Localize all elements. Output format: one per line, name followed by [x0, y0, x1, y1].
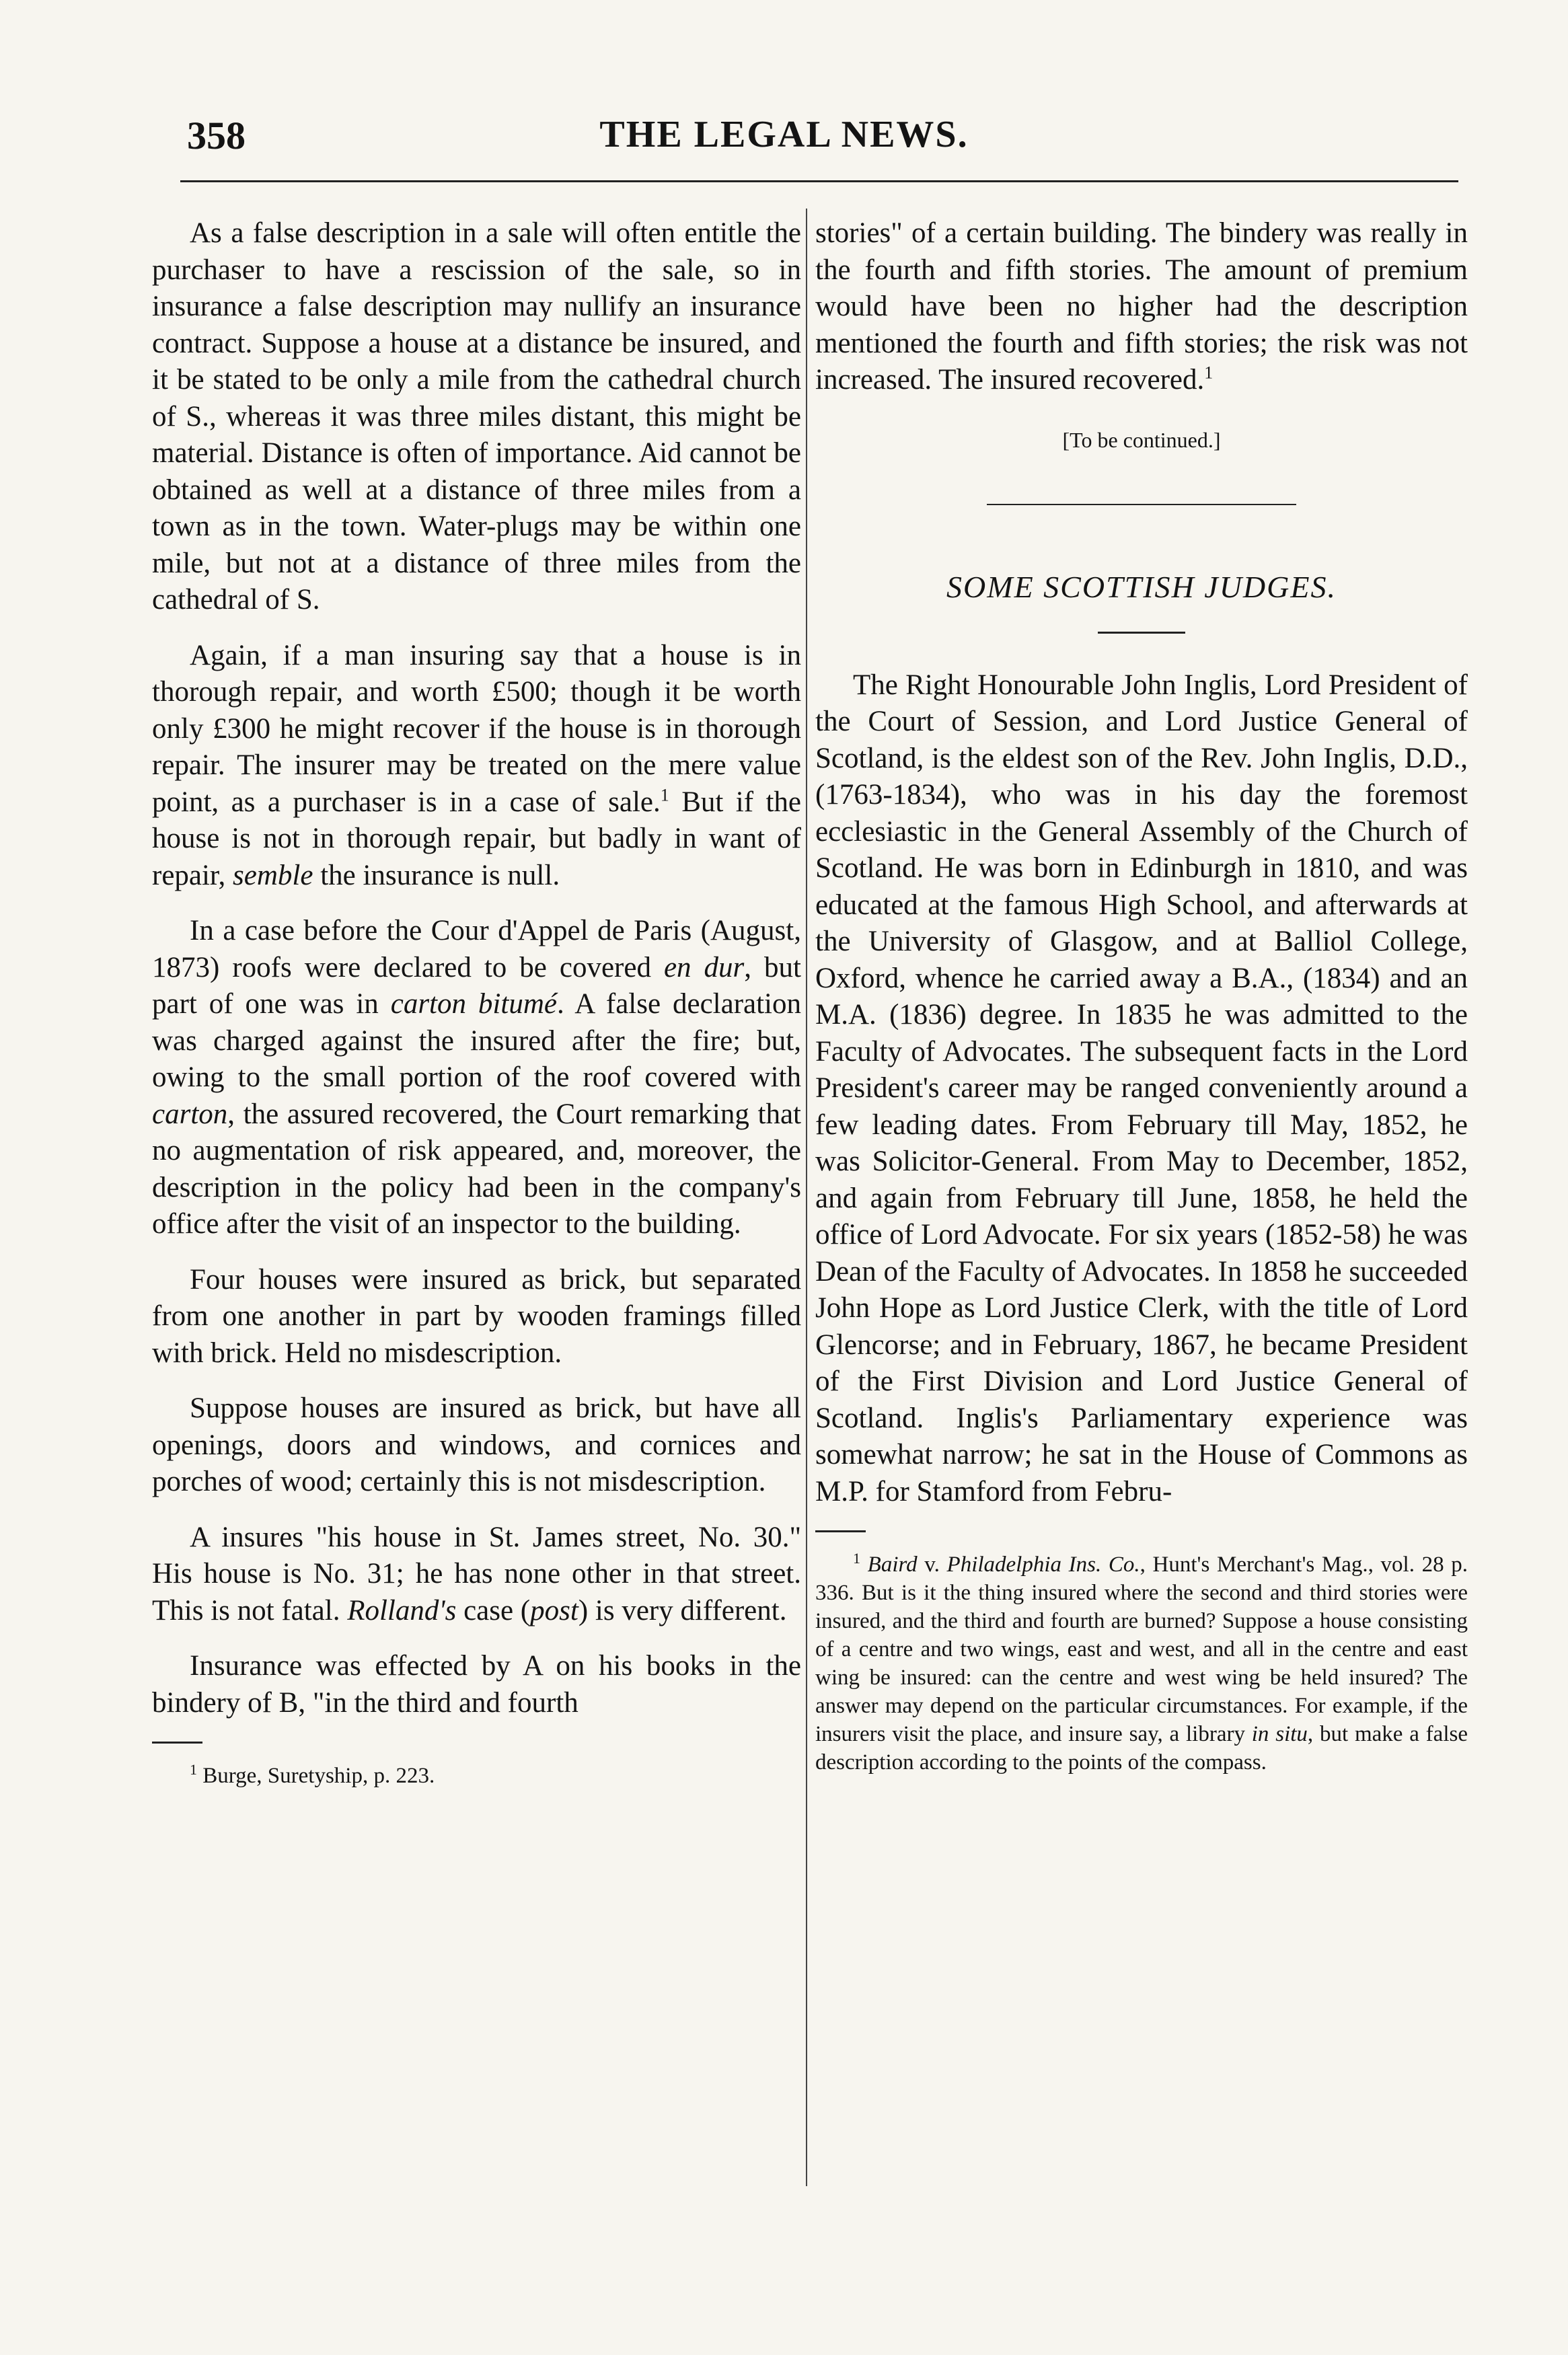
running-title: THE LEGAL NEWS. [599, 114, 969, 155]
paragraph: stories" of a certain building. The bindery was really in the fourth and fifth stories. The amount of premium would have been no higher had the description mentioned the fourth and fifth stories; the risk was not increased. The insured recovered.$^1$ [815, 217, 1468, 396]
right-column [815, 215, 1468, 1795]
paragraph: Four houses were insured as brick, but separated from one another in part by wooden framings filled with brick. Held no misdescription. [152, 1263, 801, 1369]
paragraph: Again, if a man insuring say that a house is in thorough repair, and worth £500; though it be worth only £300 he might recover if the house is in thorough repair. The insurer may be treated on the mere value point, as a purchaser is in a case of sale.$^1$ But if the house is not in thorough repair, but badly in want of repair, semble the insurance is null. [152, 639, 801, 891]
footnote: $^1$ Baird v. Philadelphia Ins. Co., Hunt's Merchant's Mag., vol. 28 p. 336. But is it the thing insured where the second and third stories were insured, and the third and fourth are burned? Suppose a house consisting of a centre and two wings, east and west, and all in the centre and east wing be insured: can the centre and west wing be held insured? The answer may depend on the particular circumstances. For example, if the insurers visit the place, and insure say, a library in situ, but make a false description according to the points of the compass. [815, 1550, 1468, 1774]
left-column [152, 215, 801, 1809]
continued-note: [To be continued.] [1062, 427, 1221, 452]
paragraph: The Right Honourable John Inglis, Lord President of the Court of Session, and Lord Justice General of Scotland, is the eldest son of the Rev. John Inglis, D.D., (1763-1834), who was in his day the foremost ecclesiastic in the General Assembly of the Church of Scotland. He was born in Edinburgh in 1810, and was educated at the famous High School, and afterwards at the University of Glasgow, and at Balliol College, Oxford, whence he carried away a B.A., (1834) and an M.A. (1836) degree. In 1835 he was admitted to the Faculty of Advocates. The subsequent facts in the Lord President's career may be ranged conveniently around a few leading dates. From February till May, 1852, he was Solicitor-General. From May to December, 1852, and again from February till June, 1858, he held the office of Lord Advocate. For six years (1852-58) he was Dean of the Faculty of Advocates. In 1858 he succeeded John Hope as Lord Justice Clerk, with the title of Lord Glencorse; and in February, 1867, he became President of the First Division and Lord Justice General of Scotland. Inglis's Parliamentary experience was somewhat narrow; he sat in the House of Commons as M.P. for Stamford from Febru- [815, 669, 1468, 1507]
paragraph: Suppose houses are insured as brick, but have all openings, doors and windows, and cornices and porches of wood; certainly this is not misdescription. [152, 1392, 801, 1497]
title-rule [1098, 632, 1185, 634]
section-title: SOME SCOTTISH JUDGES. [946, 570, 1337, 604]
paragraph: Insurance was effected by A on his books in the bindery of B, "in the third and fourth [152, 1650, 801, 1719]
section-separator [987, 504, 1296, 505]
paragraph: In a case before the Cour d'Appel de Paris (August, 1873) roofs were declared to be covered en dur, but part of one was in carton bitumé. A false declaration was charged against the insured after the fire; but, owing to the small portion of the roof covered with carton, the assured recovered, the Court remarking that no augmentation of risk appeared, and, moreover, the description in the policy had been in the company's office after the visit of an inspector to the building. [152, 915, 801, 1240]
footnote-rule [815, 1530, 866, 1532]
header-rule [180, 180, 1458, 182]
footnote: $^1$ Burge, Suretyship, p. 223. [190, 1761, 435, 1788]
footnote-rule [152, 1742, 202, 1744]
paragraph: As a false description in a sale will often entitle the purchaser to have a rescission of the sale, so in insurance a false description may nullify an insurance contract. Suppose a house at a distance be insured, and it be stated to be only a mile from the cathedral church of S., whereas it was three miles distant, this might be material. Distance is often of importance. Aid cannot be obtained as well at a distance of three miles from a town as in the town. Water-plugs may be within one mile, but not at a distance of three miles from the cathedral of S. [152, 217, 801, 615]
footnote-ref: 1 [660, 785, 669, 805]
column-divider [806, 209, 807, 2186]
footnote-ref: 1 [1204, 363, 1214, 383]
paragraph: A insures "his house in St. James street, No. 30." His house is No. 31; he has none other in that street. This is not fatal. Rolland's case (post) is very different. [152, 1521, 801, 1627]
page-number: 358 [187, 114, 246, 157]
